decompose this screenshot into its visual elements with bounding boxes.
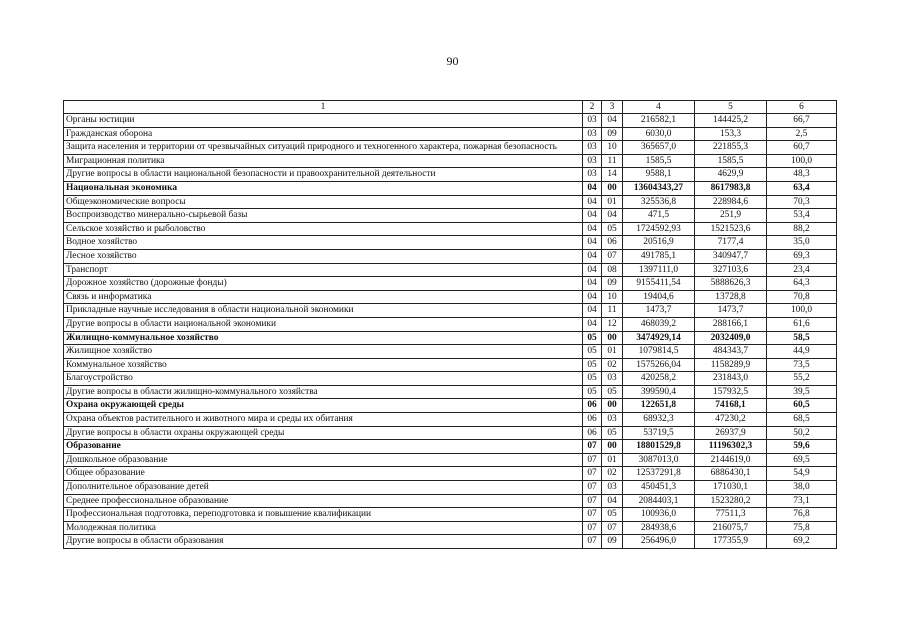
percent-cell: 73,1 — [767, 494, 837, 508]
table-row — [64, 154, 837, 168]
subsection-code-cell: 04 — [602, 114, 623, 128]
section-code-cell: 05 — [583, 345, 602, 359]
section-code-cell: 07 — [583, 453, 602, 467]
table-row — [64, 426, 837, 440]
section-code-cell: 07 — [583, 467, 602, 481]
approved-amount-cell: 2084403,1 — [623, 494, 695, 508]
row-name-cell: Охрана окружающей среды — [64, 399, 583, 413]
section-code-cell: 06 — [583, 399, 602, 413]
subsection-code-cell: 10 — [602, 290, 623, 304]
approved-amount-cell: 420258,2 — [623, 372, 695, 386]
row-name-cell: Охрана объектов растительного и животного мира и среды их обитания — [64, 413, 583, 427]
row-name-cell: Другие вопросы в области жилищно-коммунального хозяйства — [64, 385, 583, 399]
percent-cell: 2,5 — [767, 127, 837, 141]
executed-amount-cell: 47230,2 — [695, 413, 767, 427]
section-code-cell: 04 — [583, 181, 602, 195]
percent-cell: 69,3 — [767, 249, 837, 263]
approved-amount-cell: 284938,6 — [623, 521, 695, 535]
section-code-cell: 04 — [583, 277, 602, 291]
percent-cell: 58,5 — [767, 331, 837, 345]
approved-amount-cell: 1079814,5 — [623, 345, 695, 359]
percent-cell: 39,5 — [767, 385, 837, 399]
row-name-cell: Воспроизводство минерально-сырьевой базы — [64, 209, 583, 223]
row-name-cell: Лесное хозяйство — [64, 249, 583, 263]
executed-amount-cell: 2032409,0 — [695, 331, 767, 345]
row-name-cell: Дорожное хозяйство (дорожные фонды) — [64, 277, 583, 291]
percent-cell: 61,6 — [767, 317, 837, 331]
section-code-cell: 07 — [583, 521, 602, 535]
executed-amount-cell: 288166,1 — [695, 317, 767, 331]
approved-amount-cell: 13604343,27 — [623, 181, 695, 195]
subsection-code-cell: 05 — [602, 426, 623, 440]
row-name-cell: Общеэкономические вопросы — [64, 195, 583, 209]
executed-amount-cell: 1585,5 — [695, 154, 767, 168]
subsection-code-cell: 00 — [602, 399, 623, 413]
row-name-cell: Дополнительное образование детей — [64, 481, 583, 495]
percent-cell: 38,0 — [767, 481, 837, 495]
approved-amount-cell: 9588,1 — [623, 168, 695, 182]
section-code-cell: 05 — [583, 385, 602, 399]
executed-amount-cell: 5888626,3 — [695, 277, 767, 291]
percent-cell: 60,5 — [767, 399, 837, 413]
table-row — [64, 168, 837, 182]
executed-amount-cell: 177355,9 — [695, 535, 767, 549]
row-name-cell: Защита населения и территории от чрезвычайных ситуаций природного и техногенного характера, пожарная безопасность — [64, 141, 583, 155]
row-name-cell: Транспорт — [64, 263, 583, 277]
row-name-cell: Общее образование — [64, 467, 583, 481]
row-name-cell: Миграционная политика — [64, 154, 583, 168]
approved-amount-cell: 3087013,0 — [623, 453, 695, 467]
approved-amount-cell: 450451,3 — [623, 481, 695, 495]
percent-cell: 48,3 — [767, 168, 837, 182]
executed-amount-cell: 216075,7 — [695, 521, 767, 535]
approved-amount-cell: 6030,0 — [623, 127, 695, 141]
percent-cell: 70,8 — [767, 290, 837, 304]
subsection-code-cell: 08 — [602, 263, 623, 277]
table-row — [64, 209, 837, 223]
approved-amount-cell: 216582,1 — [623, 114, 695, 128]
table-row — [64, 127, 837, 141]
table-row — [64, 358, 837, 372]
approved-amount-cell: 256496,0 — [623, 535, 695, 549]
approved-amount-cell: 468039,2 — [623, 317, 695, 331]
approved-amount-cell: 399590,4 — [623, 385, 695, 399]
percent-cell: 59,6 — [767, 440, 837, 454]
percent-cell: 54,9 — [767, 467, 837, 481]
table-row — [64, 535, 837, 549]
table-row — [64, 453, 837, 467]
table-row — [64, 508, 837, 522]
percent-cell: 64,3 — [767, 277, 837, 291]
row-name-cell: Другие вопросы в области охраны окружающей среды — [64, 426, 583, 440]
section-code-cell: 07 — [583, 535, 602, 549]
table-section-row — [64, 399, 837, 413]
row-name-cell: Жилищное хозяйство — [64, 345, 583, 359]
subsection-code-cell: 01 — [602, 345, 623, 359]
row-name-cell: Гражданская оборона — [64, 127, 583, 141]
row-name-cell: Органы юстиции — [64, 114, 583, 128]
approved-amount-cell: 9155411,54 — [623, 277, 695, 291]
executed-amount-cell: 74168,1 — [695, 399, 767, 413]
percent-cell: 70,3 — [767, 195, 837, 209]
section-code-cell: 03 — [583, 141, 602, 155]
row-name-cell: Среднее профессиональное образование — [64, 494, 583, 508]
approved-amount-cell: 365657,0 — [623, 141, 695, 155]
header-cell: 6 — [767, 101, 837, 114]
page-number: 90 — [446, 54, 459, 68]
section-code-cell: 03 — [583, 168, 602, 182]
row-name-cell: Благоустройство — [64, 372, 583, 386]
executed-amount-cell: 228984,6 — [695, 195, 767, 209]
section-code-cell: 03 — [583, 154, 602, 168]
subsection-code-cell: 09 — [602, 127, 623, 141]
section-code-cell: 04 — [583, 236, 602, 250]
percent-cell: 100,0 — [767, 154, 837, 168]
approved-amount-cell: 53719,5 — [623, 426, 695, 440]
header-cell: 4 — [623, 101, 695, 114]
header-cell: 1 — [64, 101, 583, 114]
subsection-code-cell: 07 — [602, 521, 623, 535]
executed-amount-cell: 327103,6 — [695, 263, 767, 277]
section-code-cell: 07 — [583, 481, 602, 495]
subsection-code-cell: 06 — [602, 236, 623, 250]
executed-amount-cell: 340947,7 — [695, 249, 767, 263]
section-code-cell: 03 — [583, 127, 602, 141]
table-header-row — [64, 101, 837, 114]
header-cell: 2 — [583, 101, 602, 114]
subsection-code-cell: 07 — [602, 249, 623, 263]
table-row — [64, 222, 837, 236]
table-row — [64, 413, 837, 427]
table-row — [64, 304, 837, 318]
row-name-cell: Другие вопросы в области образования — [64, 535, 583, 549]
row-name-cell: Водное хозяйство — [64, 236, 583, 250]
table-row — [64, 481, 837, 495]
section-code-cell: 04 — [583, 304, 602, 318]
subsection-code-cell: 05 — [602, 385, 623, 399]
approved-amount-cell: 471,5 — [623, 209, 695, 223]
section-code-cell: 05 — [583, 372, 602, 386]
subsection-code-cell: 12 — [602, 317, 623, 331]
table-section-row — [64, 181, 837, 195]
table-row — [64, 372, 837, 386]
executed-amount-cell: 1158289,9 — [695, 358, 767, 372]
budget-table — [63, 100, 837, 549]
subsection-code-cell: 03 — [602, 481, 623, 495]
section-code-cell: 07 — [583, 440, 602, 454]
row-name-cell: Сельское хозяйство и рыболовство — [64, 222, 583, 236]
subsection-code-cell: 01 — [602, 195, 623, 209]
approved-amount-cell: 325536,8 — [623, 195, 695, 209]
percent-cell: 100,0 — [767, 304, 837, 318]
table-row — [64, 385, 837, 399]
subsection-code-cell: 04 — [602, 494, 623, 508]
approved-amount-cell: 491785,1 — [623, 249, 695, 263]
percent-cell: 60,7 — [767, 141, 837, 155]
subsection-code-cell: 03 — [602, 372, 623, 386]
executed-amount-cell: 6886430,1 — [695, 467, 767, 481]
percent-cell: 75,8 — [767, 521, 837, 535]
executed-amount-cell: 157932,5 — [695, 385, 767, 399]
row-name-cell: Дошкольное образование — [64, 453, 583, 467]
subsection-code-cell: 03 — [602, 413, 623, 427]
section-code-cell: 04 — [583, 249, 602, 263]
row-name-cell: Другие вопросы в области национальной безопасности и правоохранительной деятельности — [64, 168, 583, 182]
section-code-cell: 04 — [583, 263, 602, 277]
approved-amount-cell: 68932,3 — [623, 413, 695, 427]
row-name-cell: Прикладные научные исследования в области национальной экономики — [64, 304, 583, 318]
percent-cell: 76,8 — [767, 508, 837, 522]
subsection-code-cell: 01 — [602, 453, 623, 467]
section-code-cell: 05 — [583, 331, 602, 345]
row-name-cell: Национальная экономика — [64, 181, 583, 195]
subsection-code-cell: 02 — [602, 467, 623, 481]
executed-amount-cell: 251,9 — [695, 209, 767, 223]
subsection-code-cell: 04 — [602, 209, 623, 223]
table-row — [64, 494, 837, 508]
executed-amount-cell: 484343,7 — [695, 345, 767, 359]
executed-amount-cell: 2144619,0 — [695, 453, 767, 467]
percent-cell: 53,4 — [767, 209, 837, 223]
percent-cell: 69,2 — [767, 535, 837, 549]
table-row — [64, 467, 837, 481]
percent-cell: 44,9 — [767, 345, 837, 359]
section-code-cell: 05 — [583, 358, 602, 372]
executed-amount-cell: 153,3 — [695, 127, 767, 141]
percent-cell: 69,5 — [767, 453, 837, 467]
table-row — [64, 521, 837, 535]
row-name-cell: Профессиональная подготовка, переподготовка и повышение квалификации — [64, 508, 583, 522]
section-code-cell: 07 — [583, 494, 602, 508]
section-code-cell: 04 — [583, 290, 602, 304]
table-row — [64, 345, 837, 359]
header-cell: 3 — [602, 101, 623, 114]
header-cell: 5 — [695, 101, 767, 114]
table-row — [64, 263, 837, 277]
row-name-cell: Молодежная политика — [64, 521, 583, 535]
row-name-cell: Коммунальное хозяйство — [64, 358, 583, 372]
approved-amount-cell: 1473,7 — [623, 304, 695, 318]
section-code-cell: 06 — [583, 413, 602, 427]
section-code-cell: 04 — [583, 222, 602, 236]
approved-amount-cell: 1724592,93 — [623, 222, 695, 236]
executed-amount-cell: 7177,4 — [695, 236, 767, 250]
section-code-cell: 04 — [583, 195, 602, 209]
subsection-code-cell: 11 — [602, 154, 623, 168]
section-code-cell: 06 — [583, 426, 602, 440]
subsection-code-cell: 11 — [602, 304, 623, 318]
subsection-code-cell: 00 — [602, 331, 623, 345]
percent-cell: 35,0 — [767, 236, 837, 250]
section-code-cell: 03 — [583, 114, 602, 128]
approved-amount-cell: 3474929,14 — [623, 331, 695, 345]
table-row — [64, 249, 837, 263]
executed-amount-cell: 1521523,6 — [695, 222, 767, 236]
row-name-cell: Образование — [64, 440, 583, 454]
executed-amount-cell: 171030,1 — [695, 481, 767, 495]
approved-amount-cell: 1397111,0 — [623, 263, 695, 277]
subsection-code-cell: 10 — [602, 141, 623, 155]
table-row — [64, 236, 837, 250]
executed-amount-cell: 13728,8 — [695, 290, 767, 304]
subsection-code-cell: 09 — [602, 277, 623, 291]
approved-amount-cell: 100936,0 — [623, 508, 695, 522]
approved-amount-cell: 19404,6 — [623, 290, 695, 304]
subsection-code-cell: 09 — [602, 535, 623, 549]
section-code-cell: 04 — [583, 317, 602, 331]
table-row — [64, 290, 837, 304]
approved-amount-cell: 1575266,04 — [623, 358, 695, 372]
table-row — [64, 277, 837, 291]
subsection-code-cell: 05 — [602, 508, 623, 522]
subsection-code-cell: 00 — [602, 181, 623, 195]
percent-cell: 23,4 — [767, 263, 837, 277]
percent-cell: 50,2 — [767, 426, 837, 440]
executed-amount-cell: 4629,9 — [695, 168, 767, 182]
table-row — [64, 317, 837, 331]
row-name-cell: Связь и информатика — [64, 290, 583, 304]
section-code-cell: 04 — [583, 209, 602, 223]
percent-cell: 63,4 — [767, 181, 837, 195]
subsection-code-cell: 02 — [602, 358, 623, 372]
percent-cell: 55,2 — [767, 372, 837, 386]
executed-amount-cell: 26937,9 — [695, 426, 767, 440]
row-name-cell: Другие вопросы в области национальной экономики — [64, 317, 583, 331]
executed-amount-cell: 77511,3 — [695, 508, 767, 522]
table-section-row — [64, 440, 837, 454]
table-section-row — [64, 331, 837, 345]
executed-amount-cell: 144425,2 — [695, 114, 767, 128]
subsection-code-cell: 14 — [602, 168, 623, 182]
approved-amount-cell: 122651,8 — [623, 399, 695, 413]
executed-amount-cell: 1523280,2 — [695, 494, 767, 508]
executed-amount-cell: 8617983,8 — [695, 181, 767, 195]
percent-cell: 73,5 — [767, 358, 837, 372]
approved-amount-cell: 1585,5 — [623, 154, 695, 168]
approved-amount-cell: 20516,9 — [623, 236, 695, 250]
subsection-code-cell: 00 — [602, 440, 623, 454]
executed-amount-cell: 221855,3 — [695, 141, 767, 155]
percent-cell: 68,5 — [767, 413, 837, 427]
subsection-code-cell: 05 — [602, 222, 623, 236]
table-row — [64, 141, 837, 155]
executed-amount-cell: 1473,7 — [695, 304, 767, 318]
approved-amount-cell: 12537291,8 — [623, 467, 695, 481]
approved-amount-cell: 18801529,8 — [623, 440, 695, 454]
executed-amount-cell: 231843,0 — [695, 372, 767, 386]
row-name-cell: Жилищно-коммунальное хозяйство — [64, 331, 583, 345]
executed-amount-cell: 11196302,3 — [695, 440, 767, 454]
percent-cell: 88,2 — [767, 222, 837, 236]
section-code-cell: 07 — [583, 508, 602, 522]
table-row — [64, 114, 837, 128]
percent-cell: 66,7 — [767, 114, 837, 128]
table-row — [64, 195, 837, 209]
